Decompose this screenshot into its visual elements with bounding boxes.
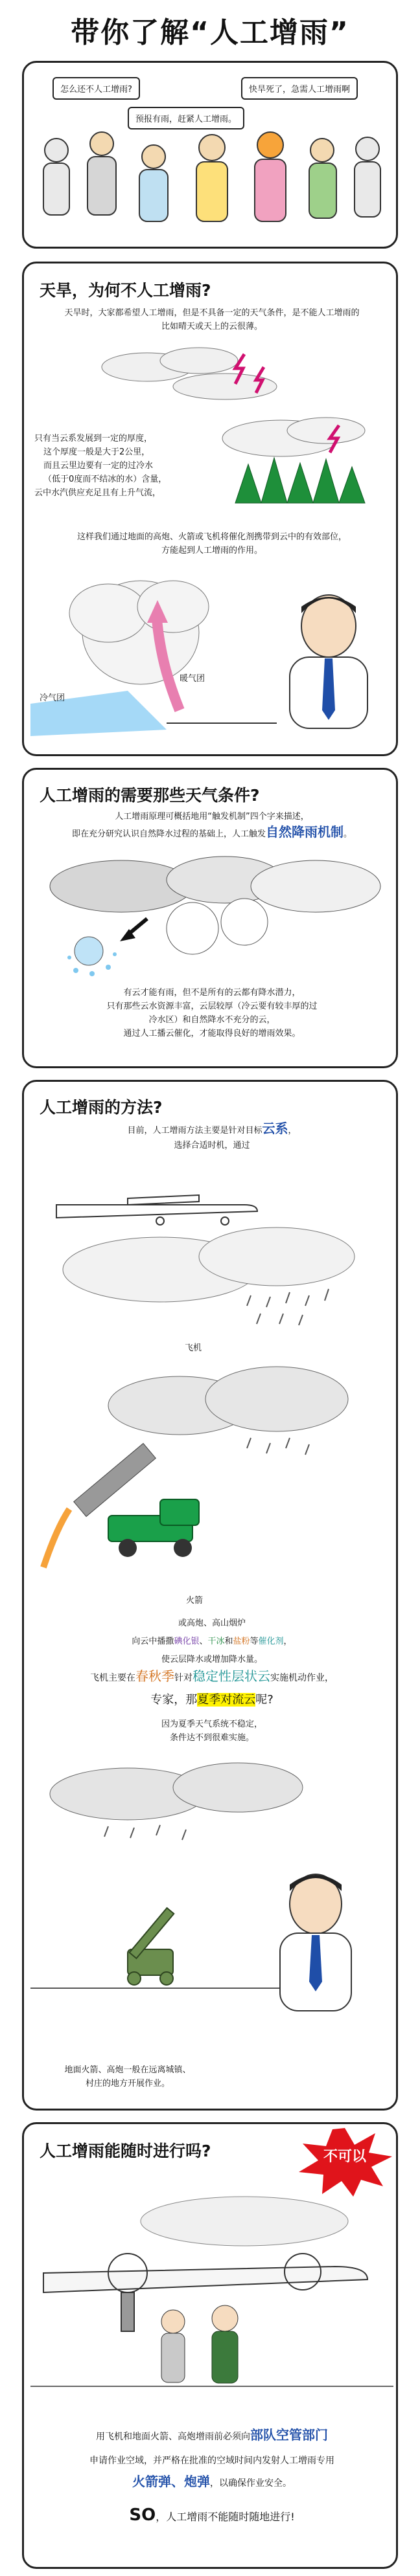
- paragraph-text: 即在充分研究认识自然降水过程的基础上，人工触发: [71, 829, 266, 839]
- label-cold-front: 冷气团: [40, 693, 65, 703]
- paragraph-line: 冷水区）和自然降水不充分的云，: [148, 1015, 275, 1025]
- paragraph-line: 而且云里边要有一定的过冷水: [43, 461, 154, 471]
- highlight-text: 盐粉: [233, 1637, 250, 1646]
- person-figure-5: [255, 132, 286, 221]
- person-figure-7: [355, 137, 380, 217]
- paragraph-text: 专家，那: [150, 1693, 198, 1707]
- highlight-text: 夏季对流云: [197, 1693, 256, 1707]
- paragraph-text: 针对: [174, 1673, 192, 1683]
- aircraft-soldier-illustration: [30, 2195, 393, 2390]
- page-title: 带你了解“人工增雨”: [71, 16, 349, 49]
- rocket-launcher-illustration: [30, 1360, 393, 1580]
- officer-figure: [161, 2310, 185, 2382]
- paragraph-line: 云中水汽供应充足且有上升气流，: [34, 488, 161, 498]
- intro-panel: [22, 61, 398, 249]
- paragraph-line: 通过人工播云催化，才能取得良好的增雨效果。: [123, 1029, 301, 1038]
- paragraph-line: [30, 2505, 393, 2525]
- paragraph-text: ，: [288, 1126, 297, 1136]
- highlight-text: 干冰: [207, 1637, 225, 1646]
- highlight-text: 碘化银: [174, 1637, 200, 1646]
- paragraph-line: 申请作业空域，并严格在批准的空域时间内发射人工增雨专用: [89, 2456, 334, 2466]
- paragraph-text: 实施机动作业，: [270, 1673, 334, 1683]
- paragraph-line: 地面火箭、高炮一般在远离城镇、: [64, 2065, 191, 2075]
- highlight-text: SO: [129, 2505, 156, 2525]
- soldier-figure: [212, 2305, 238, 2383]
- person-figure-6: [309, 139, 336, 218]
- person-figure-4: [196, 135, 228, 221]
- highlight-text: 部队空管部门: [250, 2427, 328, 2443]
- expert-figure: [280, 1874, 351, 2011]
- rocket-vehicle-icon: [74, 1444, 199, 1557]
- section-conditions: [22, 768, 398, 1068]
- storm-front-illustration: [30, 561, 277, 749]
- highlight-text: 稳定性层状云: [192, 1668, 270, 1684]
- paragraph-text: 、: [199, 1637, 208, 1646]
- paragraph-text: 。: [344, 829, 353, 839]
- paragraph-line: 比如晴天或天上的云很薄。: [161, 322, 262, 331]
- paragraph-line: 使云层降水或增加降水量。: [161, 1655, 262, 1664]
- paragraph-line: 只有那些云水资源丰富，云层较厚（冷云要有较丰厚的过: [106, 1002, 318, 1011]
- paragraph-line: [30, 1635, 393, 1648]
- highlight-text: 春秋季: [135, 1668, 174, 1684]
- paragraph-line: 天旱时，大家都希望人工增雨，但是不具备一定的天气条件，是不能人工增雨的: [64, 308, 360, 318]
- paragraph-line: （低于0度而不结冰的水）含量，: [43, 475, 167, 484]
- section-anytime: [22, 2122, 398, 2569]
- person-figure-1: [43, 139, 69, 215]
- section-heading: 天旱，为何不人工增雨?: [40, 281, 211, 300]
- paragraph-line: [30, 1670, 393, 1685]
- label-warm-front: 暖气团: [180, 674, 205, 684]
- section-heading: 人工增雨的方法?: [40, 1098, 163, 1117]
- airplane-icon: [56, 1195, 257, 1225]
- speech-bubble-question: 怎么还不人工增雨?: [52, 77, 140, 100]
- paragraph-line: 或高炮、高山烟炉: [178, 1618, 246, 1628]
- paragraph-line: 这样我们通过地面的高炮、火箭或飞机将催化剂携带到云中的有效部位，: [76, 532, 347, 542]
- paragraph-text: 等: [250, 1637, 259, 1646]
- forest-cloud-illustration: [209, 412, 391, 522]
- person-figure-3: [139, 145, 168, 221]
- paragraph-line: 选择合适时机，通过: [174, 1141, 250, 1150]
- expert-figure: [270, 587, 387, 730]
- paragraph-line: 只有当云系发展到一定的厚度，: [34, 434, 153, 443]
- paragraph-line: 方能起到人工增雨的作用。: [161, 546, 262, 555]
- paragraph-text: 飞机主要在: [90, 1673, 135, 1683]
- paragraph-text: ，: [283, 1637, 292, 1646]
- airplane-cloud-illustration: [30, 1159, 393, 1334]
- paragraph-line: [30, 2428, 393, 2444]
- paragraph-text: 呢?: [255, 1693, 274, 1707]
- ground-cannon-illustration: [30, 1755, 393, 2066]
- section-why-not: [22, 262, 398, 756]
- paragraph-line: [30, 2475, 393, 2491]
- highlight-text: 云系: [262, 1121, 288, 1136]
- caption-airplane: 飞机: [185, 1343, 202, 1353]
- thin-cloud-illustration: [95, 341, 290, 412]
- speech-bubble-forecast: 预报有雨，赶紧人工增雨。: [128, 107, 244, 129]
- highlight-text: 火箭弹、炮弹: [132, 2474, 210, 2489]
- paragraph-text: 目前，人工增雨方法主要是针对目标: [127, 1126, 262, 1136]
- crowd-illustration: [24, 124, 396, 247]
- paragraph-line: [30, 825, 393, 841]
- cannon-icon: [128, 1908, 174, 1985]
- caption-rocket: 火箭: [186, 1596, 204, 1606]
- section-heading: 人工增雨的需要那些天气条件?: [40, 786, 260, 805]
- paragraph-line: [30, 1693, 393, 1707]
- paragraph-text: 向云中播撒: [132, 1637, 174, 1646]
- highlight-text: 催化剂: [258, 1637, 284, 1646]
- speech-bubble-dry: 快旱死了，急需人工增雨啊: [241, 77, 358, 100]
- paragraph-line: 人工增雨原理可概括地用“触发机制”四个字来描述，: [115, 812, 309, 822]
- seeding-cloud-illustration: [30, 847, 393, 977]
- paragraph-text: 和: [224, 1637, 233, 1646]
- paragraph-text: ，人工增雨不能随时随地进行!: [156, 2511, 295, 2523]
- paragraph-line: 这个厚度一般是大于2公里，: [43, 447, 150, 457]
- section-heading: 人工增雨能随时进行吗?: [40, 2142, 211, 2160]
- airplane-icon: [43, 2254, 368, 2331]
- highlight-text: 自然降雨机制: [266, 824, 344, 840]
- paragraph-line: 因为夏季天气系统不稳定，: [161, 1719, 262, 1729]
- badge-text: 不可以: [323, 2149, 366, 2165]
- paragraph-line: 村庄的地方开展作业。: [85, 2079, 170, 2089]
- paragraph-line: 有云才能有雨，但不是所有的云都有降水潜力，: [123, 988, 301, 998]
- paragraph-text: ，以确保作业安全。: [210, 2478, 292, 2489]
- person-figure-2: [88, 132, 116, 215]
- paragraph-line: 条件达不到很难实施。: [169, 1733, 254, 1743]
- paragraph-text: 用飞机和地面火箭、高炮增雨前必须向: [96, 2432, 250, 2442]
- section-methods: [22, 1080, 398, 2111]
- paragraph-line: [30, 1122, 393, 1137]
